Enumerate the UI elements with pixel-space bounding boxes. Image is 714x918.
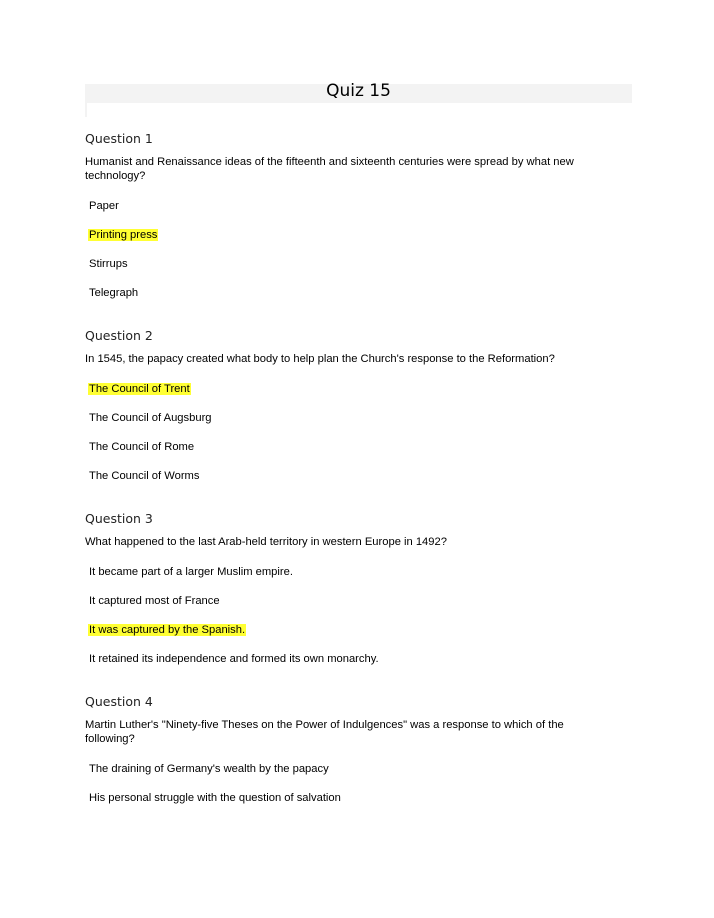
question-text: Martin Luther's "Ninety-five Theses on the Power of Indulgences" was a response to which of the following? <box>85 719 564 745</box>
question-4 <box>85 694 632 805</box>
question-2 <box>85 328 632 483</box>
answer-option: His personal struggle with the question of salvation <box>89 792 341 804</box>
question-text: In 1545, the papacy created what body to help plan the Church's response to the Reformation? <box>85 353 555 365</box>
question-heading: Question 1 <box>85 131 153 146</box>
answer-option: The Council of Augsburg <box>89 412 212 424</box>
answer-option: The draining of Germany's wealth by the papacy <box>89 763 329 775</box>
page-title: Quiz 15 <box>326 81 391 101</box>
question-heading: Question 2 <box>85 328 153 343</box>
answer-option-highlighted: The Council of Trent <box>89 383 190 395</box>
answer-option: Telegraph <box>89 287 139 299</box>
question-text: What happened to the last Arab-held territory in western Europe in 1492? <box>85 536 447 548</box>
answer-option-highlighted: It was captured by the Spanish. <box>89 624 246 636</box>
answer-option: The Council of Worms <box>89 470 200 482</box>
answer-option: It captured most of France <box>89 595 220 607</box>
answer-option: It retained its independence and formed its own monarchy. <box>89 653 379 665</box>
quiz-document <box>85 81 632 820</box>
answer-option-highlighted: Printing press <box>89 229 158 241</box>
question-text: Humanist and Renaissance ideas of the fifteenth and sixteenth centuries were spread by what new technology? <box>85 156 574 182</box>
answer-option: Stirrups <box>89 258 128 270</box>
question-1 <box>85 131 632 300</box>
answer-option: Paper <box>89 200 119 212</box>
title-bar <box>85 81 632 103</box>
question-3 <box>85 511 632 666</box>
question-heading: Question 3 <box>85 511 153 526</box>
answer-option: It became part of a larger Muslim empire. <box>89 566 293 578</box>
question-heading: Question 4 <box>85 694 153 709</box>
answer-option: The Council of Rome <box>89 441 195 453</box>
